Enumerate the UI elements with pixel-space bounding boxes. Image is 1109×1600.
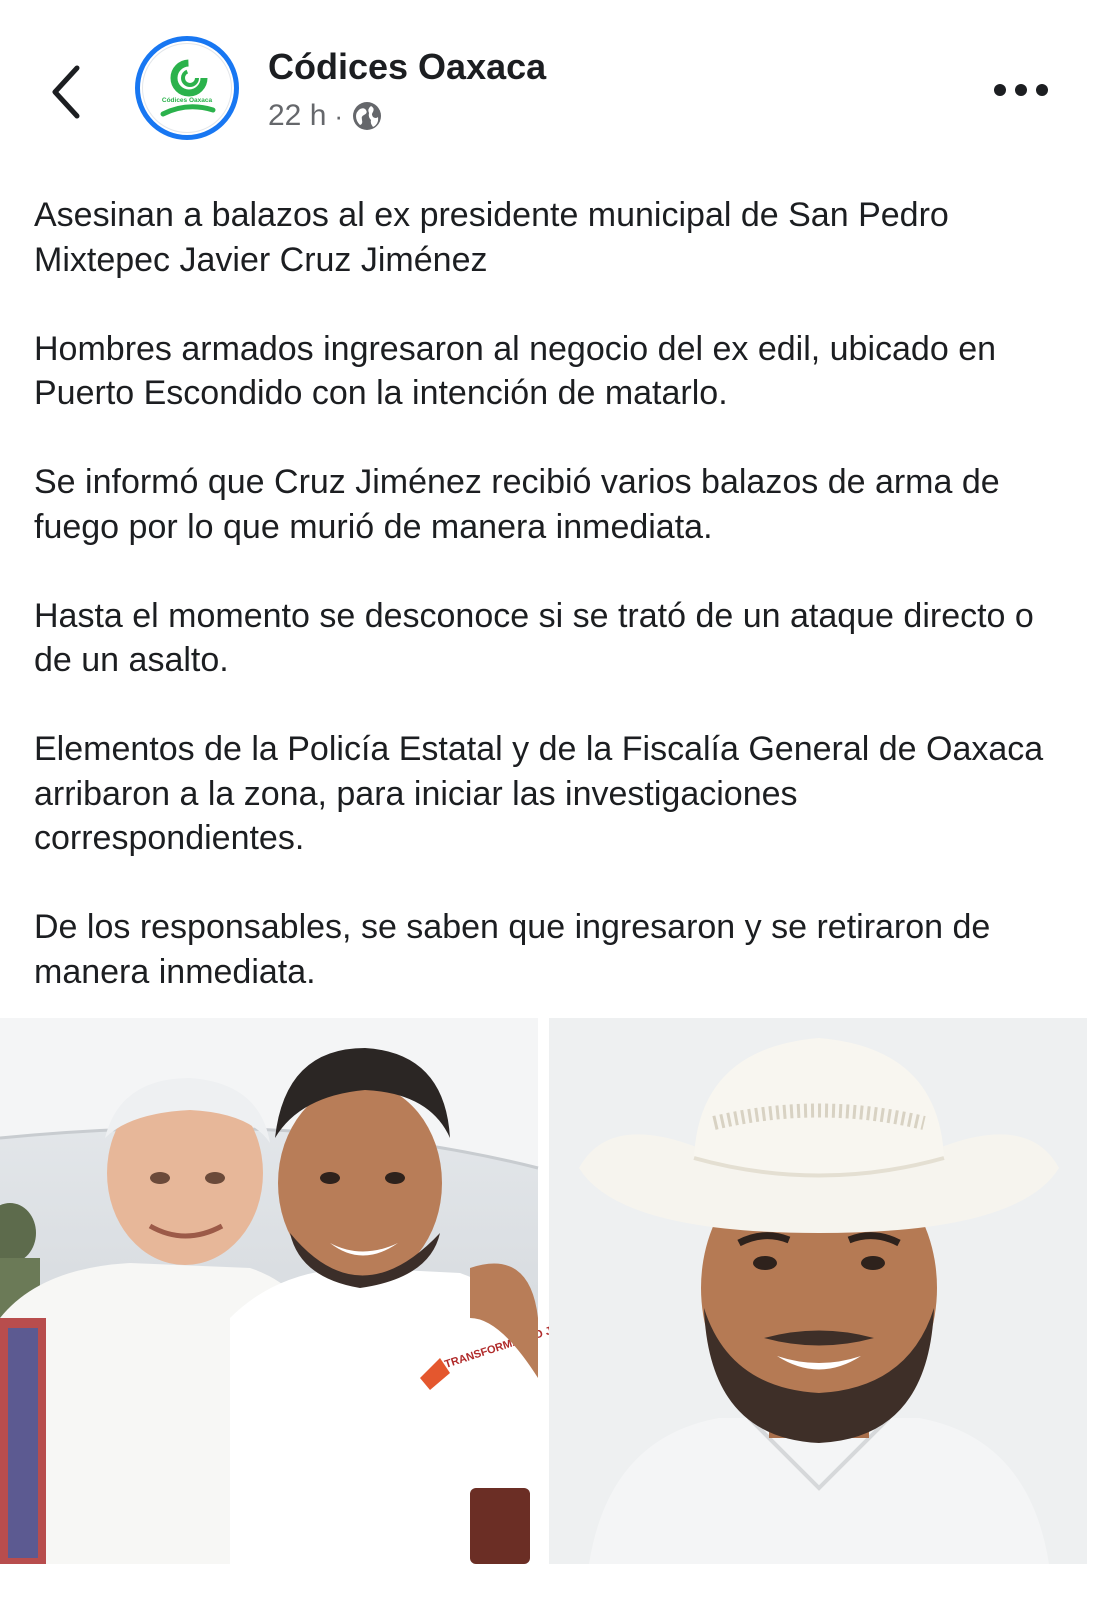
post-photo-1[interactable] <box>0 1018 545 1564</box>
more-options-button[interactable] <box>985 66 1057 114</box>
chevron-left-icon <box>49 64 83 120</box>
post-paragraph: Elementos de la Policía Estatal y de la Fiscalía General de Oaxaca arribaron a la zona, para iniciar las investigaciones correspondientes. <box>34 730 1044 857</box>
page-avatar[interactable] <box>135 36 239 140</box>
more-horizontal-icon <box>993 83 1049 97</box>
post-paragraph: Asesinan a balazos al ex presidente municipal de San Pedro Mixtepec Javier Cruz Jiménez <box>34 196 949 279</box>
meta-separator: · <box>334 100 344 131</box>
post-paragraph: Se informó que Cruz Jiménez recibió varios balazos de arma de fuego por lo que murió de manera inmediata. <box>34 463 1000 546</box>
shirt-logo-text: TRANSFORMANDO <box>443 1327 545 1371</box>
post-photo-2[interactable] <box>549 1018 1087 1564</box>
post-paragraph: De los responsables, se saben que ingresaron y se retiraron de manera inmediata. <box>34 908 991 991</box>
post-timestamp[interactable]: 22 h <box>268 99 327 132</box>
codices-oaxaca-logo <box>142 43 232 133</box>
post-header <box>0 0 1109 170</box>
back-button[interactable] <box>38 60 94 124</box>
post-meta <box>268 99 383 133</box>
post-paragraph: Hombres armados ingresaron al negocio del ex edil, ubicado en Puerto Escondido con la intención de matarlo. <box>34 329 997 412</box>
globe-icon <box>351 100 383 132</box>
post-body <box>34 193 1074 994</box>
page-name[interactable]: Códices Oaxaca <box>268 46 547 87</box>
post-paragraph: Hasta el momento se desconoce si se trató de un ataque directo o de un asalto. <box>34 596 1034 679</box>
logo-text: Códices Oaxaca <box>161 97 213 104</box>
